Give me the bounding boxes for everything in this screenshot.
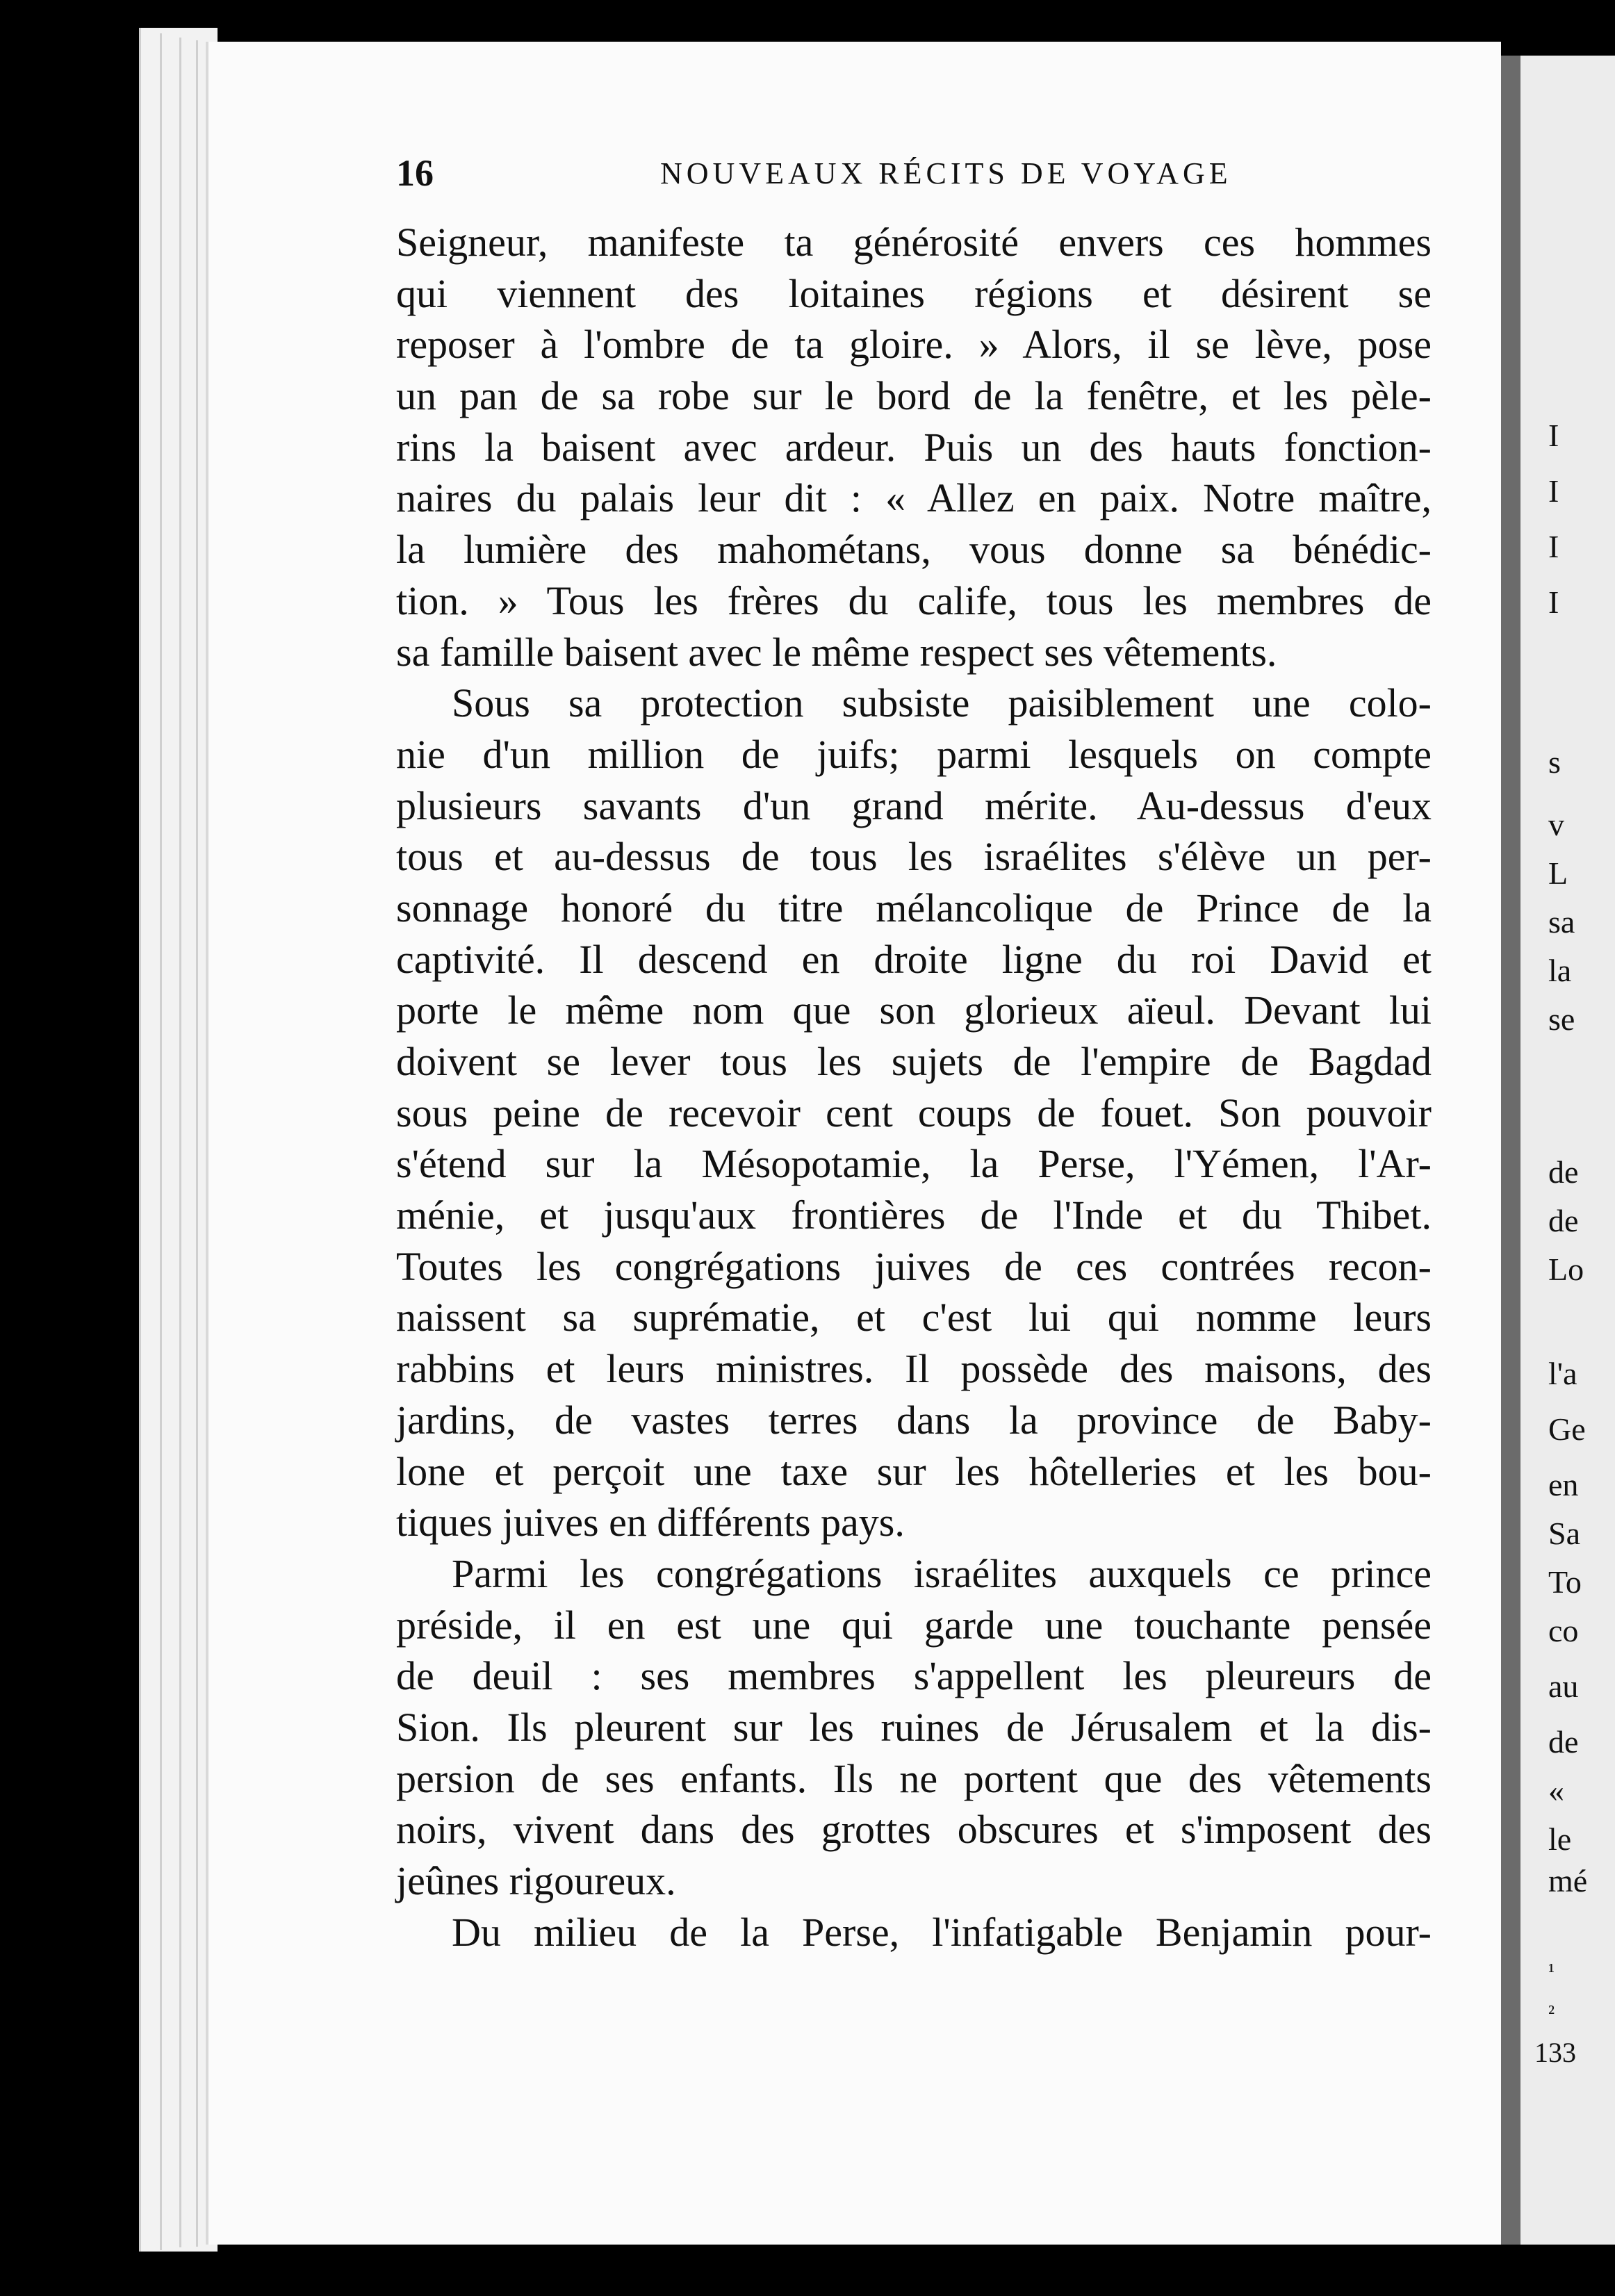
facing-page-fragment: mé [1548, 1863, 1588, 1899]
facing-page-fragment: « [1548, 1773, 1564, 1808]
facing-page-fragment: To [1548, 1564, 1582, 1600]
text-line: naires du palais leur dit : « Allez en paix. Notre maître, [396, 475, 1432, 521]
text-line: ménie, et jusqu'aux frontières de l'Inde et du Thibet. [396, 1192, 1432, 1238]
text-line: Seigneur, manifeste ta générosité envers ces hommes [396, 220, 1432, 265]
facing-page [1501, 56, 1615, 2245]
text-line: tion. » Tous les frères du calife, tous les membres de [396, 577, 1432, 623]
text-line: Toutes les congrégations juives de ces contrées recon- [396, 1243, 1432, 1289]
running-head: NOUVEAUX RÉCITS DE VOYAGE [660, 156, 1232, 190]
text-line: sa famille baisent avec le même respect ses vêtements. [396, 629, 1277, 675]
body-text [396, 217, 1432, 1958]
text-line: jardins, de vastes terres dans la province de Baby- [396, 1397, 1432, 1443]
text-line: Du milieu de la Perse, l'infatigable Benjamin pour- [452, 1909, 1432, 1955]
facing-page-fragment: la [1548, 953, 1572, 988]
text-line: rabbins et leurs ministres. Il possède des maisons, des [396, 1346, 1432, 1392]
facing-page-fragment: se [1548, 1001, 1575, 1037]
text-line: lone et perçoit une taxe sur les hôtelleries et les bou- [396, 1448, 1432, 1494]
text-line: Sous sa protection subsiste paisiblement une colo- [452, 680, 1432, 726]
facing-page-fragment: l'a [1548, 1356, 1577, 1391]
text-line: jeûnes rigoureux. [396, 1858, 676, 1903]
text-line: nie d'un million de juifs; parmi lesquels on compte [396, 731, 1432, 777]
text-line: Sion. Ils pleurent sur les ruines de Jérusalem et la dis- [396, 1704, 1432, 1750]
text-line: sonnage honoré du titre mélancolique de Prince de la [396, 885, 1432, 930]
text-line: naissent sa suprématie, et c'est lui qui nomme leurs [396, 1295, 1432, 1340]
facing-page-fragment: I [1548, 584, 1559, 620]
facing-page-fragment: au [1548, 1668, 1579, 1704]
facing-page-fragment: co [1548, 1613, 1579, 1648]
facing-page-fragment: Lo [1548, 1252, 1584, 1287]
text-line: sous peine de recevoir cent coups de fouet. Son pouvoir [396, 1090, 1432, 1135]
facing-page-fragment: I [1548, 529, 1559, 564]
facing-page-fragment: de [1548, 1203, 1579, 1238]
facing-page-fragment: Ge [1548, 1411, 1586, 1447]
text-line: un pan de sa robe sur le bord de la fenêtre, et les pèle- [396, 373, 1432, 419]
facing-page-fragment: s [1548, 744, 1561, 780]
text-line: persion de ses enfants. Ils ne portent que des vêtements [396, 1755, 1432, 1801]
text-line: noirs, vivent dans des grottes obscures et s'imposent des [396, 1807, 1432, 1853]
facing-page-fragment: sa [1548, 904, 1575, 940]
facing-page-fragment: L [1548, 855, 1568, 891]
text-line: s'étend sur la Mésopotamie, la Perse, l'Yémen, l'Ar- [396, 1141, 1432, 1187]
page-header [396, 151, 1432, 200]
text-line: de deuil : ses membres s'appellent les pleureurs de [396, 1653, 1432, 1699]
facing-page-fragment: 133 [1534, 2037, 1576, 2068]
text-line: la lumière des mahométans, vous donne sa bénédic- [396, 527, 1432, 573]
facing-page-fragment: en [1548, 1467, 1579, 1502]
facing-page-fragment: de [1548, 1154, 1579, 1190]
text-line: porte le même nom que son glorieux aïeul. Devant lui [396, 987, 1432, 1033]
facing-page-fragment: I [1548, 418, 1559, 453]
facing-page-fragment: Sa [1548, 1516, 1580, 1551]
text-line: doivent se lever tous les sujets de l'empire de Bagdad [396, 1039, 1432, 1084]
page-number: 16 [396, 152, 434, 194]
text-line: qui viennent des loitaines régions et désirent se [396, 270, 1432, 316]
text-line: tiques juives en différents pays. [396, 1500, 905, 1545]
text-line: rins la baisent avec ardeur. Puis un des hauts fonction- [396, 424, 1432, 470]
text-line: tous et au-dessus de tous les israélites s'élève un per- [396, 834, 1432, 880]
facing-page-fragment: de [1548, 1724, 1579, 1760]
facing-page-fragment: le [1548, 1821, 1572, 1857]
text-line: plusieurs savants d'un grand mérite. Au-dessus d'eux [396, 782, 1432, 828]
text-line: reposer à l'ombre de ta gloire. » Alors, il se lève, pose [396, 322, 1432, 368]
text-line: Parmi les congrégations israélites auxquels ce prince [452, 1550, 1432, 1596]
facing-page-fragment: I [1548, 473, 1559, 509]
facing-page-fragment: ² [1548, 2001, 1555, 2024]
text-line: captivité. Il descend en droite ligne du roi David et [396, 936, 1432, 982]
text-line: préside, il en est une qui garde une touchante pensée [396, 1602, 1432, 1648]
facing-page-fragment: v [1548, 807, 1564, 842]
facing-page-fragment: ¹ [1548, 1960, 1555, 1983]
